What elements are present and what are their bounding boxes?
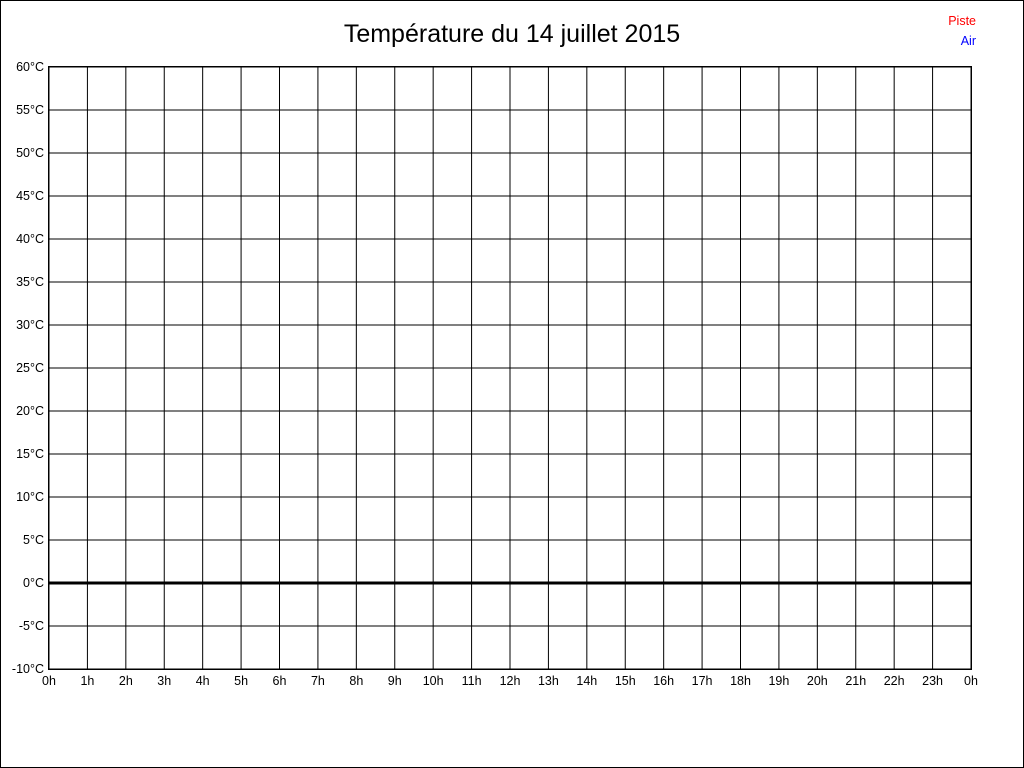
- x-axis-tick-labels: [42, 674, 978, 694]
- y-tick-label: 0°C: [23, 576, 44, 590]
- legend-entry-air: Air: [960, 34, 976, 48]
- x-tick-label: 1h: [80, 674, 95, 688]
- x-tick-label: 17h: [691, 674, 713, 688]
- x-tick-label: 0h: [42, 674, 56, 688]
- plot-area: [48, 66, 972, 670]
- y-tick-label: 5°C: [23, 533, 44, 547]
- x-tick-label: 9h: [387, 674, 402, 688]
- x-tick-label: 15h: [614, 674, 636, 688]
- x-tick-label: 23h: [922, 674, 944, 688]
- y-tick-label: 30°C: [16, 318, 44, 332]
- y-tick-label: 35°C: [16, 275, 44, 289]
- x-tick-label: 3h: [157, 674, 172, 688]
- y-tick-label: 40°C: [16, 232, 44, 246]
- y-tick-label: 60°C: [16, 60, 44, 74]
- x-tick-label: 22h: [883, 674, 905, 688]
- y-tick-label: -5°C: [18, 619, 44, 633]
- x-tick-label: 18h: [730, 674, 751, 688]
- y-tick-label: 15°C: [16, 447, 44, 461]
- x-tick-label: 7h: [310, 674, 325, 688]
- x-tick-label: 11h: [461, 674, 482, 688]
- y-tick-label: -10°C: [11, 662, 44, 676]
- x-tick-label: 16h: [653, 674, 675, 688]
- y-tick-label: 50°C: [16, 146, 44, 160]
- x-tick-label: 19h: [768, 674, 790, 688]
- x-tick-label: 12h: [499, 674, 521, 688]
- x-tick-label: 8h: [349, 674, 364, 688]
- legend-entry-piste: Piste: [948, 14, 976, 28]
- y-tick-label: 20°C: [16, 404, 44, 418]
- x-tick-label: 13h: [537, 674, 559, 688]
- y-tick-label: 45°C: [16, 189, 44, 203]
- x-tick-label: 20h: [806, 674, 828, 688]
- x-tick-label: 6h: [272, 674, 287, 688]
- x-tick-label: 0h: [964, 674, 978, 688]
- x-tick-label: 5h: [234, 674, 249, 688]
- y-tick-label: 10°C: [16, 490, 44, 504]
- chart-legend: [948, 11, 976, 51]
- x-tick-label: 4h: [195, 674, 210, 688]
- chart-grid: [49, 67, 971, 669]
- y-axis-tick-labels: [0, 60, 44, 676]
- y-tick-label: 25°C: [16, 361, 44, 375]
- x-tick-label: 21h: [845, 674, 867, 688]
- x-tick-label: 2h: [118, 674, 133, 688]
- y-tick-label: 55°C: [16, 103, 44, 117]
- chart-title: Température du 14 juillet 2015: [343, 20, 681, 48]
- x-tick-label: 10h: [422, 674, 444, 688]
- x-tick-label: 14h: [576, 674, 598, 688]
